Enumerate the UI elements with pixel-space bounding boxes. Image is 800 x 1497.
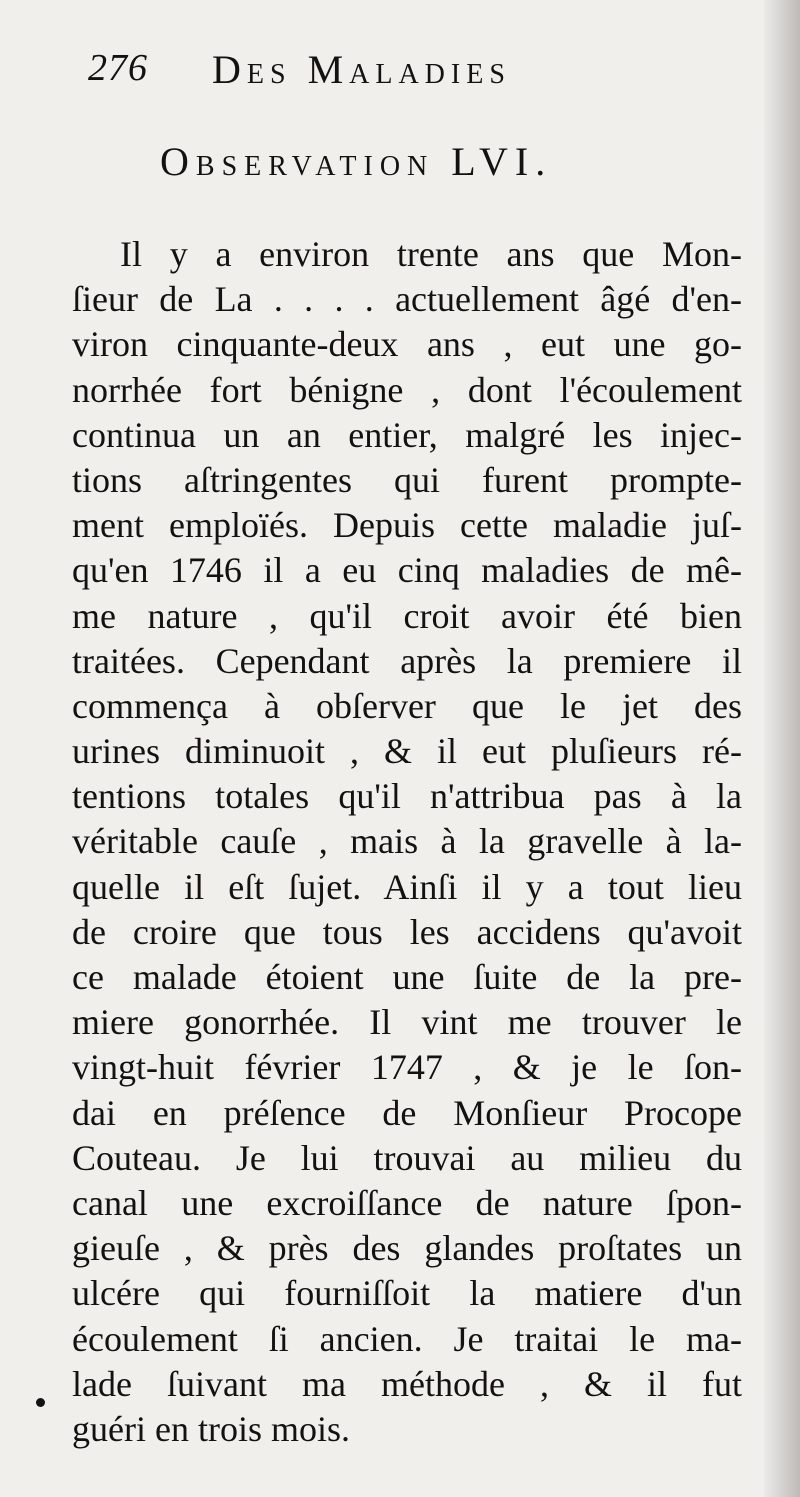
text-line: écoulement ſi ancien. Je traitai le ma-	[72, 1318, 742, 1359]
text-line: véritable cauſe , mais à la gravelle à la-	[72, 821, 742, 862]
text-line: viron cinquante-deux ans , eut une go-	[72, 324, 742, 365]
text-line: lade ſuivant ma méthode , & il fut	[72, 1363, 742, 1404]
text-line: urines diminuoit , & il eut pluſieurs ré-	[72, 731, 742, 772]
margin-dot	[36, 1398, 45, 1407]
text-line: Il y a environ trente ans que Mon-	[120, 234, 742, 274]
text-line: tentions totales qu'il n'attribua pas à la	[72, 776, 742, 817]
page-header	[88, 46, 708, 106]
text-line: ulcére qui fourniſſoit la matiere d'un	[72, 1273, 742, 1314]
text-line: ſieur de La . . . . actuellement âgé d'en-	[72, 279, 742, 320]
text-line: commença à obſerver que le jet des	[72, 685, 742, 726]
text-line: canal une excroiſſance de nature ſpon-	[72, 1182, 742, 1223]
text-line: continua un an entier, malgré les injec-	[72, 414, 742, 455]
text-line: miere gonorrhée. Il vint me trouver le	[72, 1002, 742, 1043]
observation-title: Observation LVI.	[160, 139, 553, 184]
text-line: guéri en trois mois.	[72, 1408, 350, 1449]
text-line: Couteau. Je lui trouvai au milieu du	[72, 1137, 742, 1178]
text-line: qu'en 1746 il a eu cinq maladies de mê-	[72, 550, 742, 591]
text-line: ment emploïés. Depuis cette maladie juſ-	[72, 505, 742, 546]
text-line: me nature , qu'il croit avoir été bien	[72, 595, 742, 636]
text-line: de croire que tous les accidens qu'avoit	[72, 911, 742, 952]
text-line: norrhée fort bénigne , dont l'écoulement	[72, 369, 742, 410]
text-line: gieuſe , & près des glandes proſtates un	[72, 1228, 742, 1269]
text-line: vingt-huit février 1747 , & je le ſon-	[72, 1047, 742, 1088]
page-number: 276	[88, 47, 148, 89]
page-gutter-shadow	[764, 0, 800, 1497]
text-line: traitées. Cependant après la premiere il	[72, 640, 742, 681]
text-line: tions aſtringentes qui furent prompte-	[72, 459, 742, 500]
text-line: quelle il eſt ſujet. Ainſi il y a tout lieu	[72, 866, 742, 907]
text-line: dai en préſence de Monſieur Procope	[72, 1092, 742, 1133]
running-head: Des Maladies	[212, 47, 511, 92]
text-line: ce malade étoient une ſuite de la pre-	[72, 957, 742, 997]
observation-text	[72, 232, 742, 1452]
